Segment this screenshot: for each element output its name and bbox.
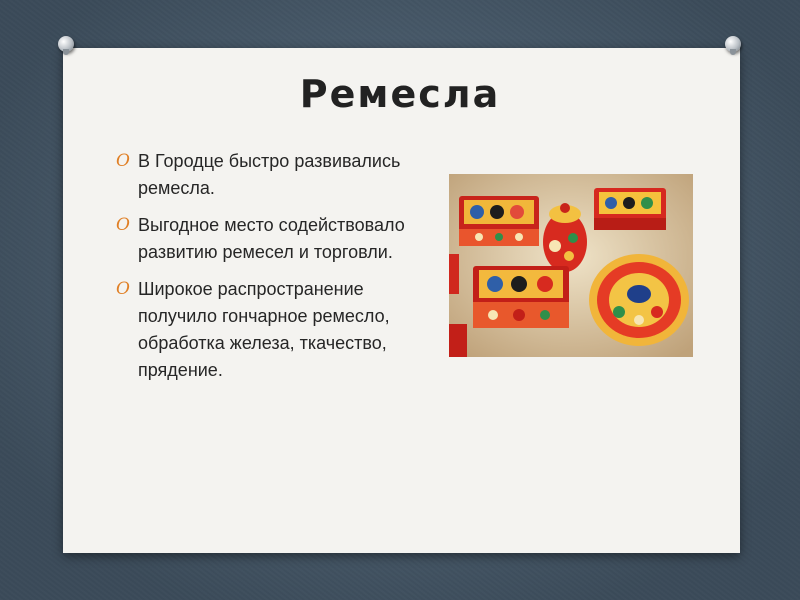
crafts-photo xyxy=(449,174,693,357)
bullet-text: В Городце быстро развивались ремесла. xyxy=(138,151,401,198)
bullet-text: Широкое распространение получило гончарное ремесло, обработка железа, ткачество, прядение. xyxy=(138,279,390,380)
bullet-icon: O xyxy=(116,215,130,235)
pushpin-icon xyxy=(58,36,74,52)
bullet-list xyxy=(116,148,426,394)
photo-icon xyxy=(449,174,693,357)
list-item xyxy=(116,276,426,384)
bullet-icon: O xyxy=(116,279,130,299)
list-item xyxy=(116,212,426,266)
slide-title: Ремесла xyxy=(299,72,501,116)
pushpin-icon xyxy=(725,36,741,52)
bullet-text: Выгодное место содействовало развитию ремесел и торговли. xyxy=(138,215,405,262)
list-item xyxy=(116,148,426,202)
bullet-icon: O xyxy=(116,151,130,171)
